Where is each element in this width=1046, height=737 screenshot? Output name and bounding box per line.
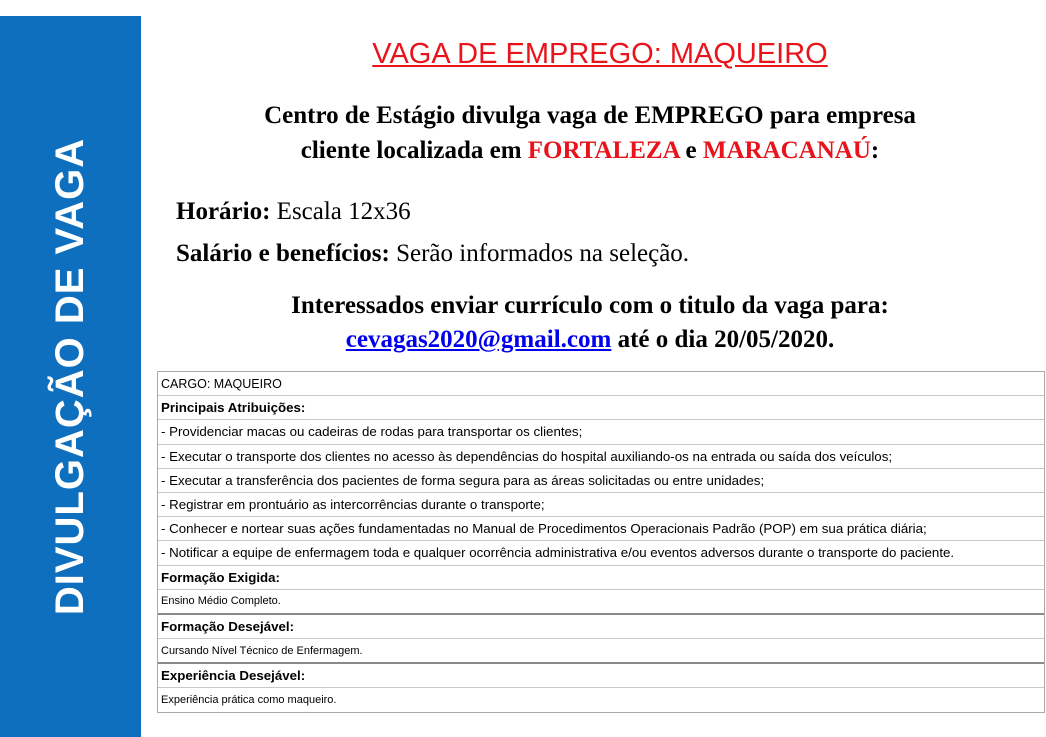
intro-line-1: Centro de Estágio divulga vaga de EMPREGO para empresa bbox=[264, 102, 916, 129]
intro-line-2 bbox=[160, 133, 1020, 168]
intro-line-2-prefix: cliente localizada em bbox=[300, 137, 528, 164]
table-row-experiencia-header: Experiência Desejável: bbox=[158, 664, 1044, 688]
table-row-formacao-exigida: Ensino Médio Completo. bbox=[158, 590, 1044, 615]
deadline-text: até o dia 20/05/2020. bbox=[611, 326, 835, 353]
page-title: VAGA DE EMPREGO: MAQUEIRO bbox=[372, 38, 828, 70]
sidebar-label: DIVULGAÇÃO DE VAGA bbox=[48, 137, 92, 616]
apply-line-1: Interessados enviar currículo com o titulo da vaga para: bbox=[291, 292, 889, 319]
city-fortaleza: FORTALEZA bbox=[527, 137, 680, 164]
table-row-cargo: CARGO: MAQUEIRO bbox=[158, 372, 1044, 396]
table-row-atribuicao: - Executar a transferência dos pacientes de forma segura para as áreas solicitadas ou entre unidades; bbox=[158, 469, 1044, 493]
city-maracanau: MARACANAÚ bbox=[702, 137, 871, 164]
apply-line-2 bbox=[160, 323, 1020, 357]
intro-connector: e bbox=[679, 137, 703, 164]
salary-line bbox=[176, 238, 689, 270]
table-row-experiencia: Experiência prática como maqueiro. bbox=[161, 694, 337, 707]
table-row-atribuicoes-header: Principais Atribuições: bbox=[158, 396, 1044, 420]
schedule-label: Horário: bbox=[176, 198, 271, 225]
table-row-atribuicao: - Conhecer e nortear suas ações fundamentadas no Manual de Procedimentos Operacionais Padrão (POP) em sua prática diária; bbox=[158, 517, 1044, 541]
table-row-atribuicao: - Registrar em prontuário as intercorrências durante o transporte; bbox=[158, 493, 1044, 517]
salary-value: Serão informados na seleção. bbox=[389, 240, 690, 267]
table-row-formacao-desejavel: Cursando Nível Técnico de Enfermagem. bbox=[158, 639, 1044, 664]
schedule-value: Escala 12x36 bbox=[270, 198, 411, 225]
email-link[interactable]: cevagas2020@gmail.com bbox=[345, 326, 612, 353]
sidebar-banner bbox=[0, 16, 141, 737]
salary-label: Salário e benefícios: bbox=[176, 240, 390, 267]
intro-line-2-suffix: : bbox=[870, 137, 880, 164]
table-row-atribuicao: - Notificar a equipe de enfermagem toda e qualquer ocorrência administrativa e/ou eventos adversos durante o transporte do paciente. bbox=[158, 541, 1044, 565]
table-row-formacao-exigida-header: Formação Exigida: bbox=[158, 566, 1044, 590]
table-row-formacao-desejavel-header: Formação Desejável: bbox=[158, 615, 1044, 639]
intro-text bbox=[160, 98, 1020, 168]
apply-instructions bbox=[160, 289, 1020, 357]
table-row-atribuicao: - Executar o transporte dos clientes no acesso às dependências do hospital auxiliando-os na entrada ou saída dos veículos; bbox=[158, 445, 1044, 469]
table-row-atribuicao: - Providenciar macas ou cadeiras de rodas para transportar os clientes; bbox=[158, 420, 1044, 444]
job-details-table bbox=[157, 371, 1045, 713]
schedule-line bbox=[176, 196, 411, 228]
